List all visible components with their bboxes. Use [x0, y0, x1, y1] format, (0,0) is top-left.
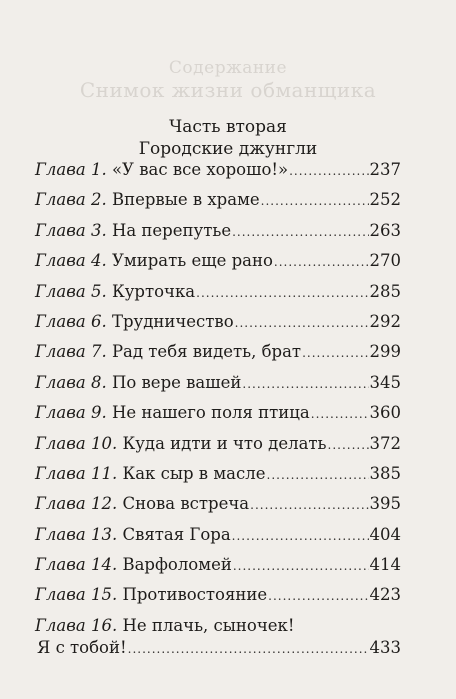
chapter-title: Не плачь, сыночек! [122, 615, 295, 635]
chapter-prefix: Глава 16. [35, 615, 118, 635]
chapter-page-number: 252 [369, 190, 401, 210]
chapter-title: Противостояние [122, 585, 268, 605]
chapter-prefix: Глава 2. [35, 190, 107, 210]
chapter-page-number: 285 [369, 281, 401, 301]
leader-dots [235, 316, 369, 330]
chapter-title: Как сыр в масле [122, 463, 266, 483]
chapter-title: Курточка [111, 281, 196, 301]
toc-entry-4[interactable] [35, 251, 401, 281]
chapter-prefix: Глава 15. [35, 585, 118, 605]
chapter-page-number: 385 [369, 463, 401, 483]
toc-entry-15[interactable] [35, 585, 401, 615]
chapter-page-number: 360 [369, 403, 401, 423]
bleed-through-text: Содержание [168, 58, 288, 78]
chapter-page-number: 237 [369, 160, 401, 179]
toc-entry-7[interactable] [35, 342, 401, 372]
chapter-title: Варфоломей [122, 555, 232, 575]
table-of-contents [35, 160, 401, 668]
leader-dots [274, 255, 369, 269]
chapter-prefix: Глава 1. [35, 160, 107, 179]
chapter-prefix: Глава 13. [35, 524, 118, 544]
chapter-prefix: Глава 6. [35, 311, 107, 331]
chapter-page-number: 263 [369, 220, 401, 240]
chapter-title: На перепутье [111, 220, 232, 240]
leader-dots [232, 225, 368, 239]
chapter-prefix: Глава 10. [35, 433, 118, 453]
chapter-title: Впервые в храме [111, 190, 260, 210]
chapter-title: По вере вашей [111, 372, 242, 392]
leader-dots [302, 346, 368, 360]
leader-dots [289, 164, 368, 178]
chapter-title-continued: Я с тобой! [37, 637, 127, 657]
part-title: Городские джунгли [138, 139, 318, 159]
chapter-page-number: 345 [369, 372, 401, 392]
chapter-prefix: Глава 11. [35, 463, 118, 483]
chapter-page-number: 395 [369, 494, 401, 514]
toc-entry-8[interactable] [35, 373, 401, 403]
toc-entry-16[interactable] [35, 616, 401, 638]
chapter-title: «У вас все хорошо!» [111, 160, 289, 179]
toc-entry-3[interactable] [35, 221, 401, 251]
chapter-title: Куда идти и что делать [122, 433, 327, 453]
toc-entry-2[interactable] [35, 190, 401, 220]
chapter-title: Не нашего поля птица [111, 403, 310, 423]
chapter-prefix: Глава 3. [35, 220, 107, 240]
chapter-page-number: 270 [369, 251, 401, 271]
toc-entry-14[interactable] [35, 555, 401, 585]
chapter-prefix: Глава 4. [35, 251, 107, 271]
chapter-prefix: Глава 9. [35, 403, 107, 423]
toc-entry-5[interactable] [35, 282, 401, 312]
leader-dots [232, 529, 369, 543]
part-number: Часть вторая [169, 117, 287, 137]
chapter-page-number: 423 [369, 585, 401, 605]
chapter-page-number: 299 [369, 342, 401, 362]
toc-entry-16-continued[interactable] [35, 638, 401, 668]
chapter-page-number: 292 [369, 311, 401, 331]
chapter-title: Умирать еще рано [111, 251, 273, 271]
chapter-page-number: 404 [369, 524, 401, 544]
leader-dots [328, 438, 369, 452]
chapter-page-number: 372 [369, 433, 401, 453]
toc-entry-11[interactable] [35, 464, 401, 494]
chapter-prefix: Глава 12. [35, 494, 118, 514]
leader-dots [268, 589, 368, 603]
chapter-prefix: Глава 5. [35, 281, 107, 301]
leader-dots [242, 377, 368, 391]
chapter-title: Святая Гора [122, 524, 231, 544]
toc-entry-1[interactable] [35, 160, 401, 190]
chapter-page-number: 414 [369, 555, 401, 575]
leader-dots [233, 559, 369, 573]
leader-dots [311, 407, 369, 421]
chapter-prefix: Глава 8. [35, 372, 107, 392]
leader-dots [128, 642, 369, 656]
chapter-title: Рад тебя видеть, брат [111, 342, 302, 362]
chapter-prefix: Глава 14. [35, 555, 118, 575]
leader-dots [250, 498, 368, 512]
leader-dots [261, 194, 369, 208]
leader-dots [267, 468, 369, 482]
chapter-page-number: 433 [369, 637, 401, 657]
toc-entry-6[interactable] [35, 312, 401, 342]
toc-entry-12[interactable] [35, 494, 401, 524]
chapter-prefix: Глава 7. [35, 342, 107, 362]
toc-entry-13[interactable] [35, 525, 401, 555]
leader-dots [196, 286, 368, 300]
bleed-through-text: Снимок жизни обманщика [79, 78, 377, 102]
chapter-title: Трудничество [111, 311, 234, 331]
toc-entry-9[interactable] [35, 403, 401, 433]
chapter-title: Снова встреча [122, 494, 250, 514]
toc-entry-10[interactable] [35, 434, 401, 464]
